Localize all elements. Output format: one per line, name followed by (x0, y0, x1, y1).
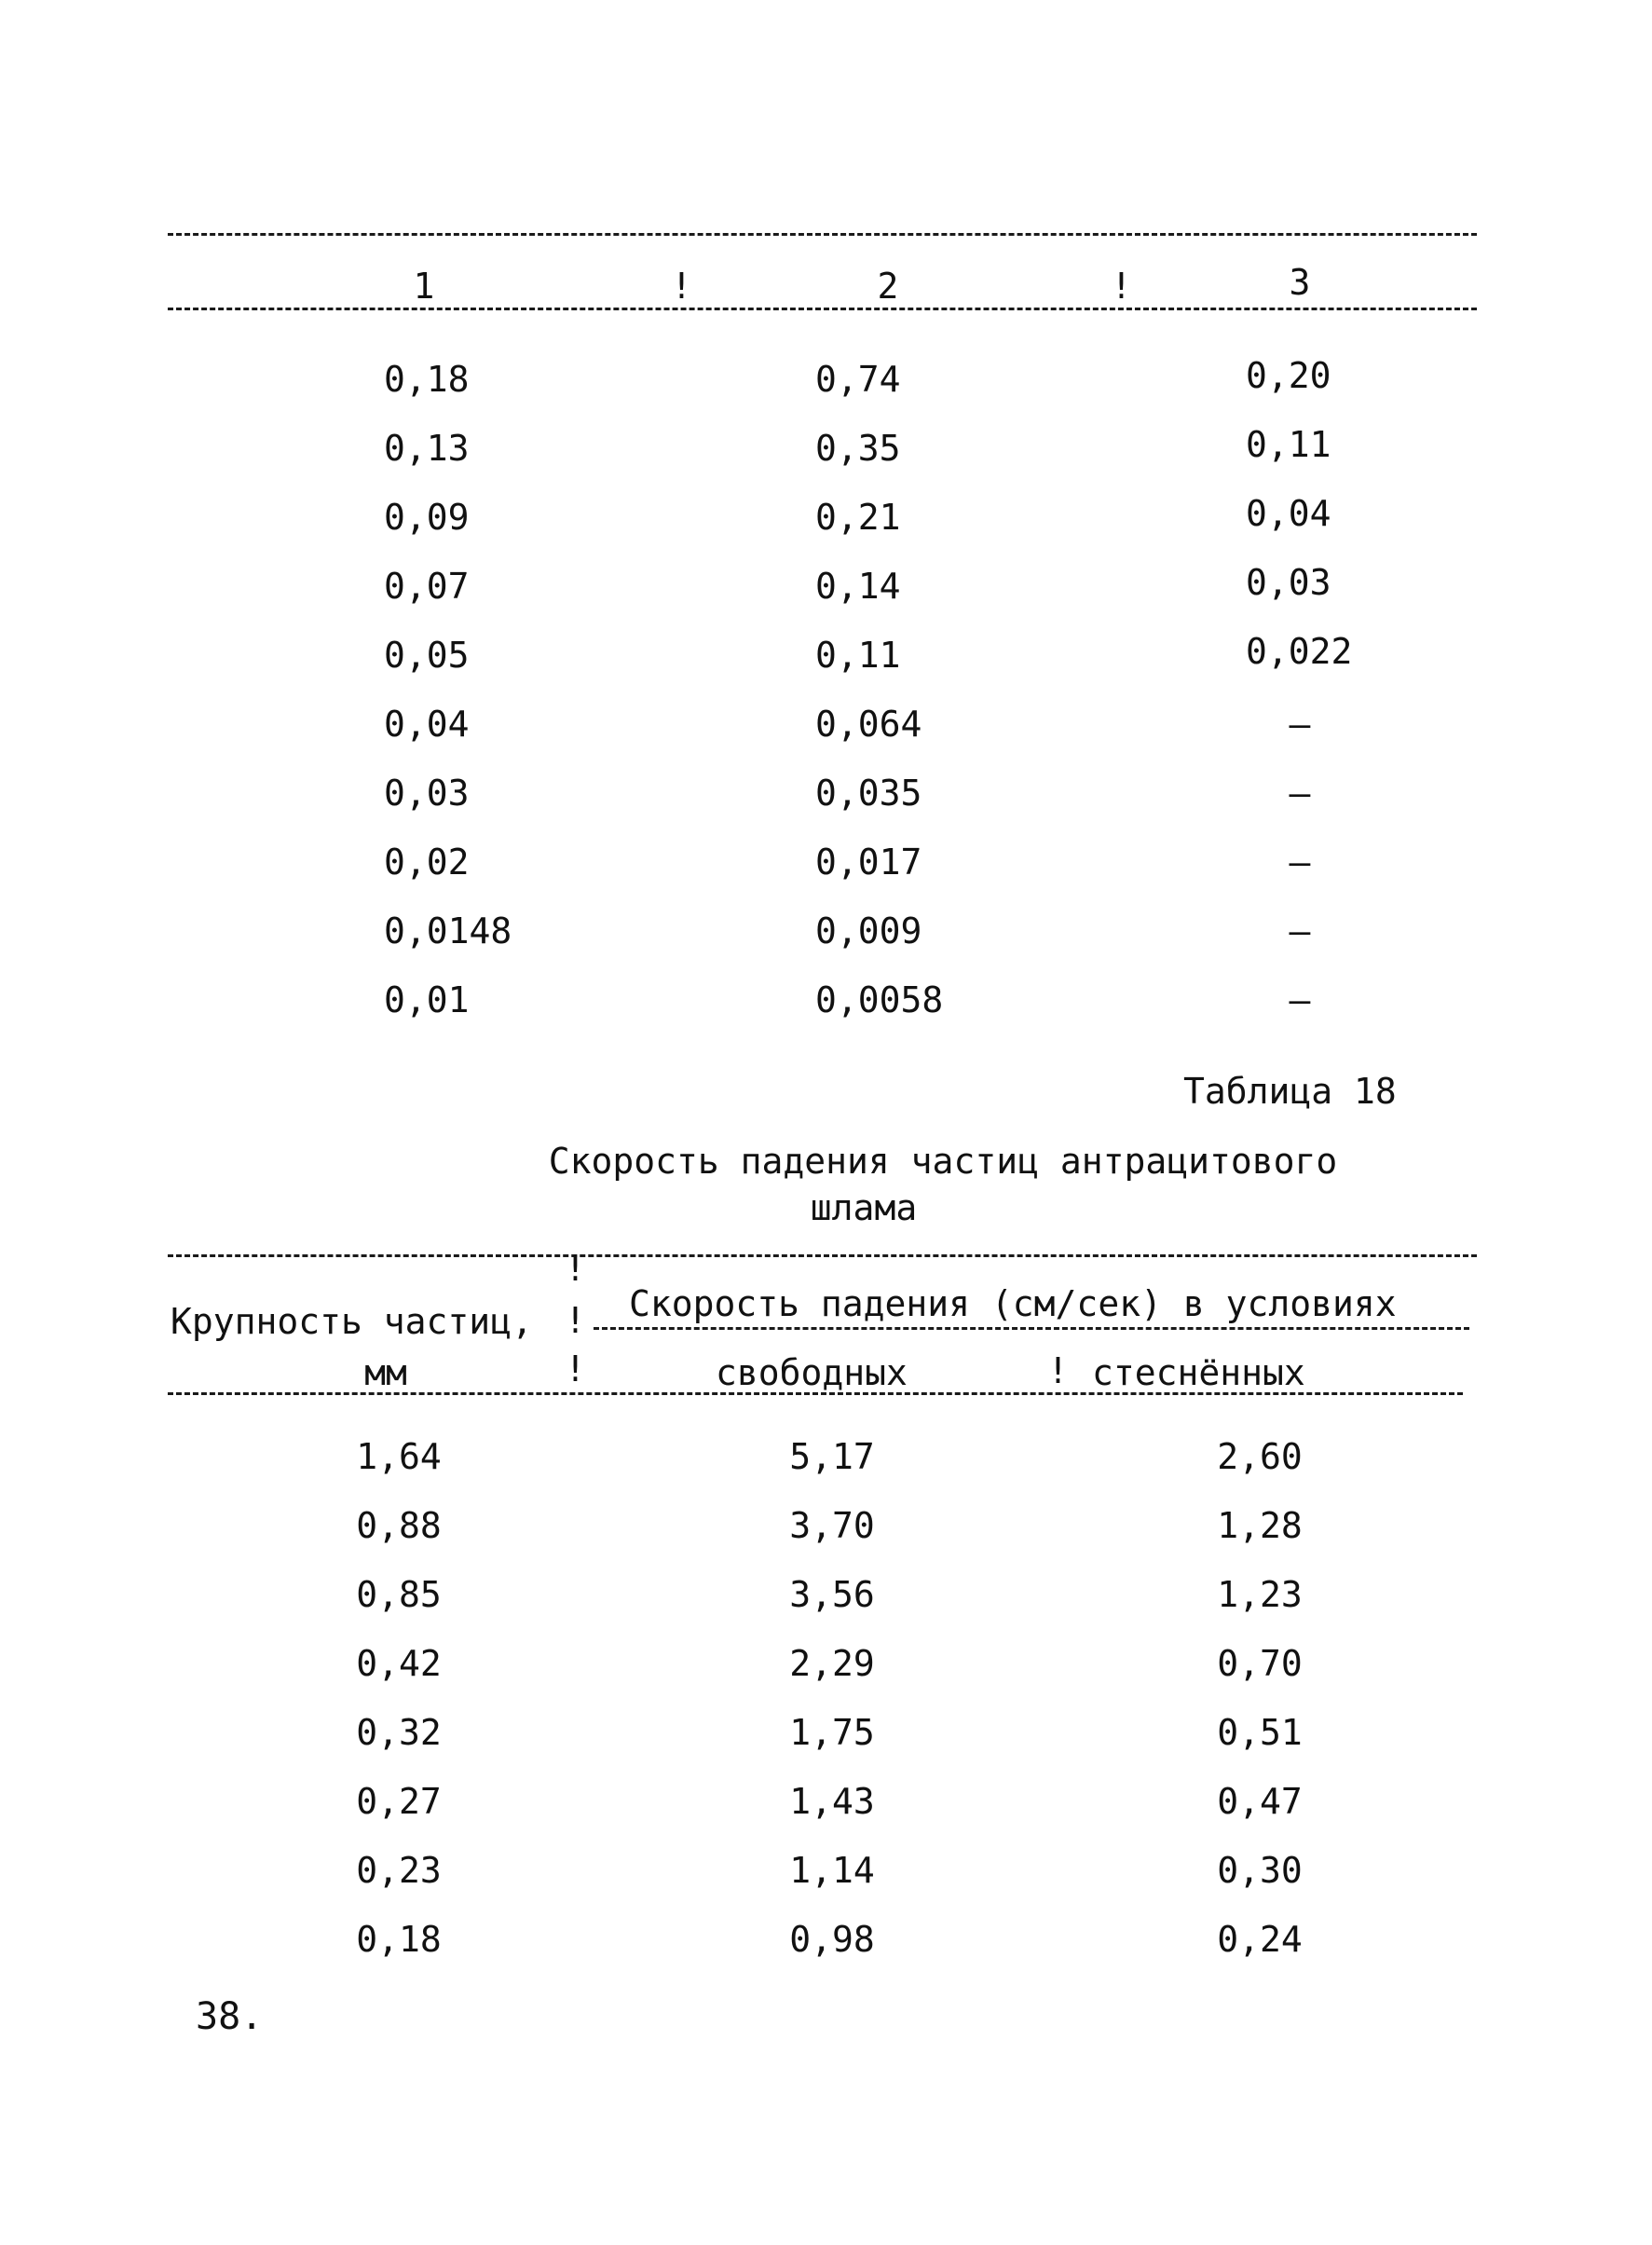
cell-col2: 0,74 (815, 359, 901, 400)
table-row (0, 844, 1652, 913)
table-row (0, 355, 1652, 431)
header-separator: ! (565, 1348, 586, 1389)
cell-col1: 0,02 (384, 842, 470, 883)
table-row (0, 1574, 1652, 1646)
cell-col1: 0,13 (384, 428, 470, 469)
cell-col1: 0,07 (384, 566, 470, 607)
cell-col1: 0,04 (384, 704, 470, 745)
header-separator: ! (1047, 1350, 1069, 1391)
cell-size: 0,42 (356, 1643, 442, 1684)
table-row (0, 910, 1652, 982)
col-header-1: 1 (413, 266, 435, 307)
cell-col3: 0,04 (1246, 493, 1331, 534)
cell-col2: 0,064 (815, 704, 922, 745)
cell-col2: 0,009 (815, 910, 922, 951)
header-sub-free: свободных (716, 1352, 908, 1393)
cell-size: 0,23 (356, 1850, 442, 1891)
cell-col2: 0,35 (815, 428, 901, 469)
cell-size: 0,18 (356, 1919, 442, 1960)
header-separator: ! (671, 266, 692, 307)
cell-hindered: 1,23 (1217, 1574, 1303, 1615)
cell-col2: 0,21 (815, 497, 901, 538)
cell-free: 2,29 (789, 1643, 875, 1684)
cell-col2: 0,035 (815, 773, 922, 814)
cell-hindered: 1,28 (1217, 1505, 1303, 1546)
table-row (0, 1850, 1652, 1922)
table-row (0, 1643, 1652, 1715)
cell-col1: 0,05 (384, 635, 470, 676)
cell-col3: 0,11 (1246, 424, 1331, 465)
cell-free: 1,43 (789, 1781, 875, 1822)
cell-hindered: 0,70 (1217, 1643, 1303, 1684)
cell-col3: – (1289, 773, 1311, 814)
table-row (0, 1436, 1652, 1508)
cell-col2: 0,14 (815, 566, 901, 607)
col-header-3: 3 (1289, 262, 1311, 303)
header-sub-hindered: стеснённых (1092, 1352, 1305, 1393)
table-row (0, 1712, 1652, 1784)
cell-size: 0,27 (356, 1781, 442, 1822)
cell-col3: – (1289, 704, 1311, 745)
cell-hindered: 0,51 (1217, 1712, 1303, 1753)
table-row (0, 562, 1652, 637)
page-number: 38. (196, 1995, 264, 2038)
cell-col2: 0,11 (815, 635, 901, 676)
cell-hindered: 0,47 (1217, 1781, 1303, 1822)
table-title-line2: шлама (810, 1187, 918, 1228)
table-label: Таблица 18 (1183, 1071, 1397, 1112)
cell-free: 3,70 (789, 1505, 875, 1546)
cell-free: 1,75 (789, 1712, 875, 1753)
cell-col3: 0,20 (1246, 355, 1331, 396)
cell-col3: – (1289, 910, 1311, 951)
table-row (0, 493, 1652, 568)
header-separator: ! (565, 1248, 586, 1289)
cell-col1: 0,01 (384, 979, 470, 1020)
header-group: Скорость падения (см/сек) в условиях (629, 1283, 1397, 1324)
cell-hindered: 0,24 (1217, 1919, 1303, 1960)
table-row (0, 1781, 1652, 1853)
table-row (0, 706, 1652, 775)
cell-free: 1,14 (789, 1850, 875, 1891)
cell-col1: 0,18 (384, 359, 470, 400)
table-title-line1: Скорость падения частиц антрацитового (548, 1141, 1338, 1182)
header-separator: ! (1111, 266, 1132, 307)
table-row (0, 424, 1652, 500)
table-row (0, 979, 1652, 1051)
cell-hindered: 2,60 (1217, 1436, 1303, 1477)
table-header-rule (168, 308, 1477, 310)
header-group-rule (594, 1327, 1469, 1330)
cell-col3: – (1289, 842, 1311, 883)
table-row (0, 775, 1652, 844)
cell-col2: 0,017 (815, 842, 922, 883)
table-row (0, 1505, 1652, 1577)
table-row (0, 631, 1652, 706)
table18-header-rule (168, 1392, 1463, 1395)
cell-col3: – (1289, 979, 1311, 1020)
table18-top-rule (168, 1254, 1477, 1257)
cell-free: 5,17 (789, 1436, 875, 1477)
cell-hindered: 0,30 (1217, 1850, 1303, 1891)
cell-col3: 0,03 (1246, 562, 1331, 603)
cell-size: 1,64 (356, 1436, 442, 1477)
cell-col3: 0,022 (1246, 631, 1353, 672)
cell-col1: 0,03 (384, 773, 470, 814)
table-top-rule (168, 233, 1477, 236)
cell-size: 0,32 (356, 1712, 442, 1753)
cell-col2: 0,0058 (815, 979, 944, 1020)
table-row (0, 1919, 1652, 1991)
cell-free: 3,56 (789, 1574, 875, 1615)
header-separator: ! (565, 1300, 586, 1341)
cell-size: 0,88 (356, 1505, 442, 1546)
header-col1-line2: мм (364, 1352, 407, 1393)
cell-col1: 0,0148 (384, 910, 512, 951)
cell-size: 0,85 (356, 1574, 442, 1615)
cell-col1: 0,09 (384, 497, 470, 538)
col-header-2: 2 (877, 266, 899, 307)
header-col1-line1: Крупность частиц, (171, 1301, 533, 1342)
cell-free: 0,98 (789, 1919, 875, 1960)
